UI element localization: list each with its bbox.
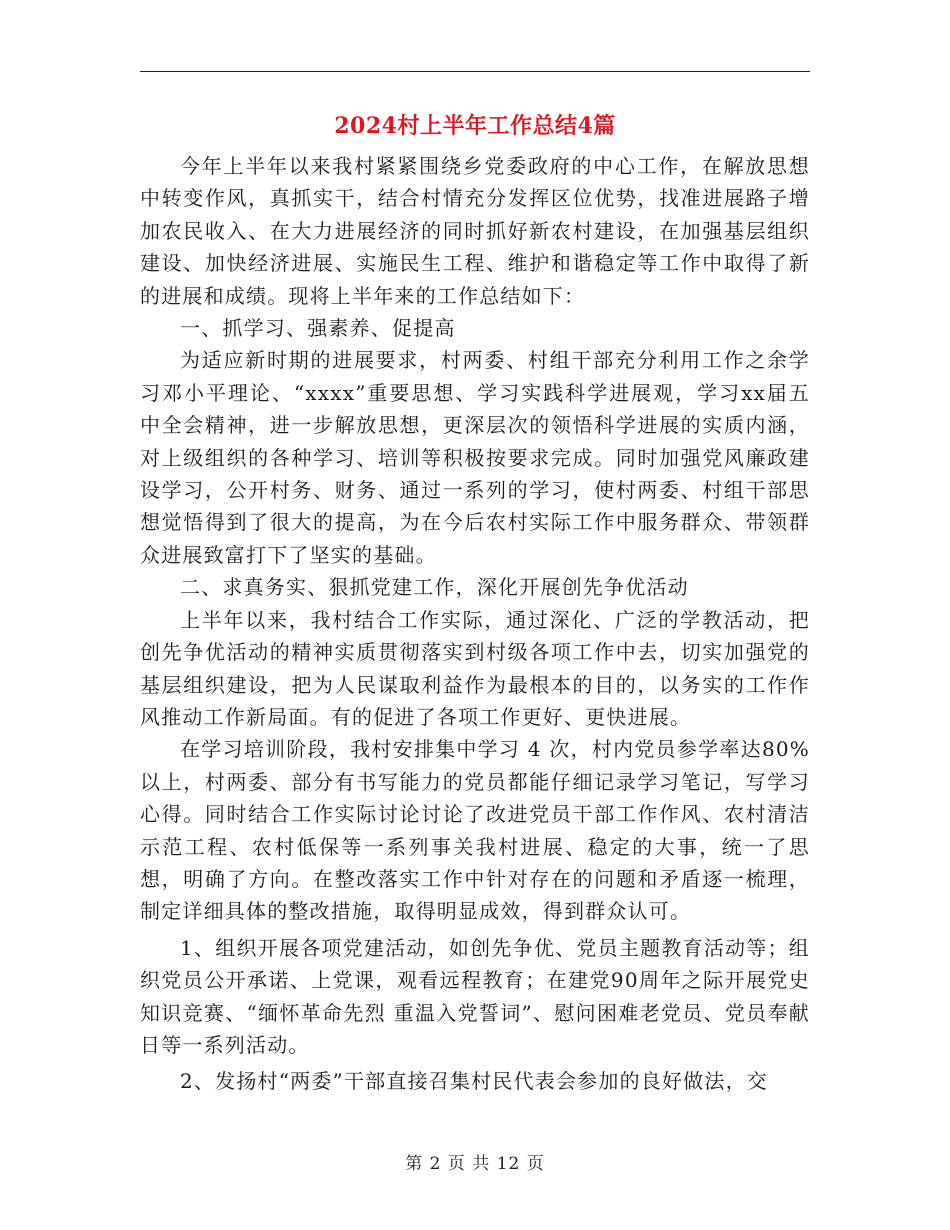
header-rule (140, 71, 810, 72)
list-item-2: 2、发扬村“两委”干部直接召集村民代表会参加的良好做法，交 (180, 1069, 768, 1094)
paragraph-party-building: 上半年以来，我村结合工作实际，通过深化、广泛的学教活动，把创先争优活动的精神实质贯彻落实到村级各项工作中去，切实加强党的基层组织建设，把为人民谋取利益作为最根本的目的，以务实的工作作风推动工作新局面。有的促进了各项工作更好、更快进展。 (140, 607, 810, 729)
section-heading-2: 二、求真务实、狠抓党建工作，深化开展创先争优活动 (180, 575, 689, 600)
list-item-1: 1、组织开展各项党建活动，如创先争优、党员主题教育活动等；组织党员公开承诺、上党课，观看远程教育；在建党90周年之际开展党史知识竞赛、“缅怀革命先烈 重温入党誓词”、慰问困难老党员、党员奉献日等一系列活动。 (140, 935, 810, 1057)
document-body (140, 150, 810, 1098)
document-title: 2024村上半年工作总结4篇 (334, 113, 616, 139)
paragraph-intro: 今年上半年以来我村紧紧围绕乡党委政府的中心工作，在解放思想中转变作风，真抓实干，结合村情充分发挥区位优势，找准进展路子增加农民收入、在大力进展经济的同时抓好新农村建设，在加强基层组织建设、加快经济进展、实施民生工程、维护和谐稳定等工作中取得了新的进展和成绩。现将上半年来的工作总结如下： (140, 154, 810, 308)
page-number: 第 2 页 共 12 页 (405, 1154, 545, 1174)
section-heading-1: 一、抓学习、强素养、促提高 (180, 316, 456, 341)
paragraph-study: 为适应新时期的进展要求，村两委、村组干部充分利用工作之余学习邓小平理论、“xxxx”重要思想、学习实践科学进展观，学习xx届五中全会精神，进一步解放思想，更深层次的领悟科学进展的实质内涵，对上级组织的各种学习、培训等积极按要求完成。同时加强党风廉政建设学习，公开村务、财务、通过一系列的学习，使村两委、村组干部思想觉悟得到了很大的提高，为在今后农村实际工作中服务群众、带领群众进展致富打下了坚实的基础。 (140, 348, 810, 567)
paragraph-training: 在学习培训阶段，我村安排集中学习 4 次，村内党员参学率达80%以上，村两委、部分有书写能力的党员都能仔细记录学习笔记，写学习心得。同时结合工作实际讨论讨论了改进党员干部工作作风、农村清洁示范工程、农村低保等一系列事关我村进展、稳定的大事，统一了思想，明确了方向。在整改落实工作中针对存在的问题和矛盾逐一梳理，制定详细具体的整改措施，取得明显成效，得到群众认可。 (140, 737, 810, 924)
